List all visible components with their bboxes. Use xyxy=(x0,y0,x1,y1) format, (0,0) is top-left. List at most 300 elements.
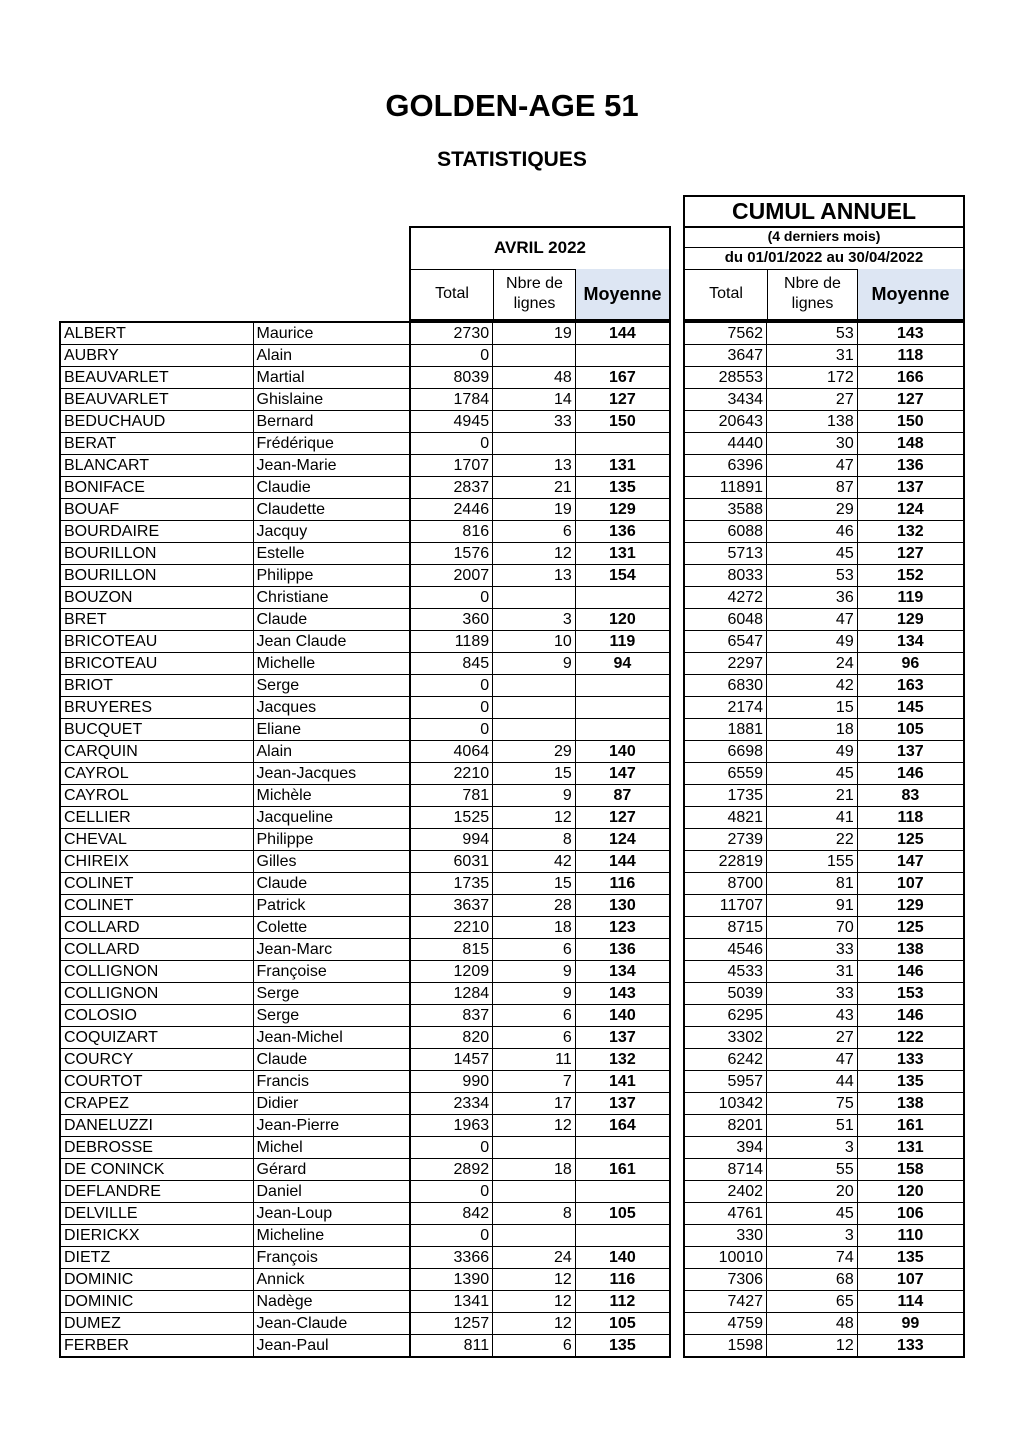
cell-cumul-lignes: 33 xyxy=(767,983,858,1005)
table-row xyxy=(684,807,964,829)
cell-avril-moyenne: 143 xyxy=(575,983,670,1005)
table-row xyxy=(60,477,410,499)
cell-cumul-lignes: 27 xyxy=(767,389,858,411)
table-row xyxy=(60,433,410,455)
cell-avril-lignes xyxy=(493,1181,576,1203)
table-row xyxy=(410,477,670,499)
cell-nom: BUCQUET xyxy=(60,719,253,741)
cell-cumul-moyenne: 120 xyxy=(857,1181,964,1203)
cell-prenom: Didier xyxy=(253,1093,410,1115)
table-row xyxy=(684,895,964,917)
cumul-column-headers xyxy=(683,269,965,321)
cell-cumul-total: 10342 xyxy=(684,1093,767,1115)
cell-prenom: Serge xyxy=(253,1005,410,1027)
cell-prenom: Jean-Pierre xyxy=(253,1115,410,1137)
table-row xyxy=(410,961,670,983)
cell-cumul-moyenne: 152 xyxy=(857,565,964,587)
cell-avril-moyenne: 132 xyxy=(575,1049,670,1071)
cell-cumul-moyenne: 127 xyxy=(857,389,964,411)
cell-cumul-moyenne: 118 xyxy=(857,345,964,367)
table-row xyxy=(410,345,670,367)
table-row xyxy=(60,807,410,829)
cell-avril-total: 1525 xyxy=(410,807,493,829)
table-row xyxy=(410,1049,670,1071)
cell-cumul-moyenne: 133 xyxy=(857,1049,964,1071)
table-row xyxy=(60,719,410,741)
table-row xyxy=(60,829,410,851)
cell-avril-total: 0 xyxy=(410,1137,493,1159)
cell-cumul-moyenne: 135 xyxy=(857,1247,964,1269)
cell-nom: CHEVAL xyxy=(60,829,253,851)
table-row xyxy=(410,1115,670,1137)
cell-cumul-lignes: 155 xyxy=(767,851,858,873)
avril-col-lignes xyxy=(493,269,575,319)
cell-avril-total: 2007 xyxy=(410,565,493,587)
table-row xyxy=(410,455,670,477)
cell-avril-lignes xyxy=(493,697,576,719)
cell-avril-moyenne: 105 xyxy=(575,1313,670,1335)
cumul-header-title: CUMUL ANNUEL xyxy=(683,195,965,228)
cell-cumul-moyenne: 143 xyxy=(857,322,964,345)
cell-avril-total: 4064 xyxy=(410,741,493,763)
table-row xyxy=(60,389,410,411)
cell-nom: COLLIGNON xyxy=(60,983,253,1005)
cell-avril-total: 2837 xyxy=(410,477,493,499)
cell-cumul-lignes: 22 xyxy=(767,829,858,851)
table-row xyxy=(410,785,670,807)
cell-avril-lignes: 12 xyxy=(493,1313,576,1335)
cell-avril-moyenne: 116 xyxy=(575,1269,670,1291)
cell-avril-lignes: 28 xyxy=(493,895,576,917)
table-row xyxy=(684,653,964,675)
cell-cumul-total: 2297 xyxy=(684,653,767,675)
cell-avril-total: 0 xyxy=(410,1181,493,1203)
cell-nom: BEDUCHAUD xyxy=(60,411,253,433)
cell-cumul-lignes: 27 xyxy=(767,1027,858,1049)
cell-avril-lignes: 18 xyxy=(493,1159,576,1181)
cell-avril-moyenne: 131 xyxy=(575,543,670,565)
cell-avril-moyenne: 135 xyxy=(575,477,670,499)
cell-nom: COLINET xyxy=(60,873,253,895)
cell-cumul-lignes: 53 xyxy=(767,565,858,587)
table-row xyxy=(684,983,964,1005)
cell-cumul-total: 8201 xyxy=(684,1115,767,1137)
cell-avril-moyenne: 137 xyxy=(575,1093,670,1115)
cell-prenom: Jean-Michel xyxy=(253,1027,410,1049)
table-row xyxy=(684,367,964,389)
cell-avril-moyenne xyxy=(575,345,670,367)
cell-avril-total: 815 xyxy=(410,939,493,961)
table-row xyxy=(60,741,410,763)
cell-cumul-total: 4821 xyxy=(684,807,767,829)
cell-avril-moyenne: 141 xyxy=(575,1071,670,1093)
cell-cumul-lignes: 138 xyxy=(767,411,858,433)
cell-cumul-lignes: 74 xyxy=(767,1247,858,1269)
cell-cumul-total: 11707 xyxy=(684,895,767,917)
table-row xyxy=(410,433,670,455)
table-row xyxy=(410,1005,670,1027)
table-row xyxy=(684,433,964,455)
cell-cumul-lignes: 18 xyxy=(767,719,858,741)
cell-cumul-moyenne: 125 xyxy=(857,829,964,851)
avril-col-lignes-line2: lignes xyxy=(513,295,556,312)
table-row xyxy=(410,499,670,521)
table-row xyxy=(684,322,964,345)
table-row xyxy=(60,983,410,1005)
cell-prenom: Michel xyxy=(253,1137,410,1159)
cell-avril-lignes: 8 xyxy=(493,1203,576,1225)
table-row xyxy=(410,653,670,675)
cell-cumul-total: 1735 xyxy=(684,785,767,807)
cell-nom: BRUYERES xyxy=(60,697,253,719)
cell-cumul-total: 4761 xyxy=(684,1203,767,1225)
cell-cumul-lignes: 45 xyxy=(767,543,858,565)
table-row xyxy=(60,1181,410,1203)
cumul-col-moyenne: Moyenne xyxy=(857,269,963,319)
table-row xyxy=(684,829,964,851)
cell-nom: DEBROSSE xyxy=(60,1137,253,1159)
cell-cumul-total: 2402 xyxy=(684,1181,767,1203)
cell-cumul-lignes: 24 xyxy=(767,653,858,675)
table-row xyxy=(684,543,964,565)
avril-header-title: AVRIL 2022 xyxy=(409,226,671,270)
cell-avril-total: 2210 xyxy=(410,917,493,939)
cell-avril-moyenne: 140 xyxy=(575,741,670,763)
cell-avril-moyenne: 137 xyxy=(575,1027,670,1049)
table-row xyxy=(410,1247,670,1269)
cell-nom: DIERICKX xyxy=(60,1225,253,1247)
table-row xyxy=(410,543,670,565)
table-row xyxy=(60,543,410,565)
cell-avril-total: 3637 xyxy=(410,895,493,917)
cell-prenom: Maurice xyxy=(253,322,410,345)
cell-cumul-lignes: 81 xyxy=(767,873,858,895)
cell-cumul-lignes: 33 xyxy=(767,939,858,961)
cell-avril-moyenne xyxy=(575,1137,670,1159)
cell-nom: COLINET xyxy=(60,895,253,917)
table-row xyxy=(410,1269,670,1291)
cell-avril-total: 1963 xyxy=(410,1115,493,1137)
cell-prenom: Serge xyxy=(253,675,410,697)
table-row xyxy=(684,1159,964,1181)
table-row xyxy=(60,1093,410,1115)
table-row xyxy=(60,961,410,983)
table-row xyxy=(684,411,964,433)
cell-prenom: Michèle xyxy=(253,785,410,807)
cell-avril-lignes: 13 xyxy=(493,455,576,477)
cell-nom: CAYROL xyxy=(60,785,253,807)
cell-nom: BONIFACE xyxy=(60,477,253,499)
table-row xyxy=(410,367,670,389)
cell-cumul-total: 2739 xyxy=(684,829,767,851)
table-row xyxy=(60,1313,410,1335)
cell-nom: FERBER xyxy=(60,1335,253,1358)
cell-nom: BRIOT xyxy=(60,675,253,697)
cell-avril-total: 0 xyxy=(410,1225,493,1247)
cell-cumul-lignes: 87 xyxy=(767,477,858,499)
cell-cumul-moyenne: 146 xyxy=(857,1005,964,1027)
cell-avril-total: 2892 xyxy=(410,1159,493,1181)
cell-avril-total: 1390 xyxy=(410,1269,493,1291)
table-row xyxy=(684,521,964,543)
table-row xyxy=(684,1071,964,1093)
cell-avril-moyenne xyxy=(575,587,670,609)
table-row xyxy=(410,807,670,829)
table-row xyxy=(60,411,410,433)
cell-avril-moyenne xyxy=(575,719,670,741)
cell-prenom: Bernard xyxy=(253,411,410,433)
cell-prenom: Jean-Loup xyxy=(253,1203,410,1225)
cell-avril-lignes: 9 xyxy=(493,785,576,807)
cell-avril-lignes xyxy=(493,433,576,455)
cell-avril-lignes: 9 xyxy=(493,983,576,1005)
cell-avril-lignes: 6 xyxy=(493,1027,576,1049)
cell-avril-total: 1784 xyxy=(410,389,493,411)
cell-cumul-lignes: 45 xyxy=(767,1203,858,1225)
cell-cumul-lignes: 49 xyxy=(767,741,858,763)
cell-nom: COLLARD xyxy=(60,917,253,939)
table-row xyxy=(60,1225,410,1247)
cell-nom: COQUIZART xyxy=(60,1027,253,1049)
cell-prenom: Michelle xyxy=(253,653,410,675)
cell-cumul-moyenne: 138 xyxy=(857,939,964,961)
table-row xyxy=(684,917,964,939)
cell-avril-lignes: 6 xyxy=(493,521,576,543)
cell-avril-lignes: 48 xyxy=(493,367,576,389)
cell-prenom: Christiane xyxy=(253,587,410,609)
cell-cumul-lignes: 31 xyxy=(767,345,858,367)
table-row xyxy=(60,785,410,807)
cell-cumul-total: 10010 xyxy=(684,1247,767,1269)
cell-avril-moyenne: 164 xyxy=(575,1115,670,1137)
cell-avril-total: 1576 xyxy=(410,543,493,565)
cell-avril-total: 4945 xyxy=(410,411,493,433)
cell-cumul-total: 3647 xyxy=(684,345,767,367)
cell-avril-lignes: 9 xyxy=(493,653,576,675)
cell-avril-lignes: 14 xyxy=(493,389,576,411)
table-row xyxy=(60,697,410,719)
cell-avril-total: 6031 xyxy=(410,851,493,873)
cell-nom: COLLARD xyxy=(60,939,253,961)
cell-cumul-total: 7562 xyxy=(684,322,767,345)
table-row xyxy=(684,455,964,477)
cell-prenom: Jacquy xyxy=(253,521,410,543)
table-row xyxy=(410,895,670,917)
cell-avril-moyenne: 87 xyxy=(575,785,670,807)
cell-avril-moyenne xyxy=(575,1225,670,1247)
table-row xyxy=(410,1225,670,1247)
table-row xyxy=(684,1181,964,1203)
cell-cumul-moyenne: 107 xyxy=(857,873,964,895)
cell-prenom: Jean-Jacques xyxy=(253,763,410,785)
table-row xyxy=(410,587,670,609)
cell-avril-moyenne: 144 xyxy=(575,851,670,873)
table-row xyxy=(410,1335,670,1358)
cell-avril-moyenne xyxy=(575,697,670,719)
cell-avril-moyenne: 161 xyxy=(575,1159,670,1181)
cell-avril-total: 994 xyxy=(410,829,493,851)
cell-prenom: Annick xyxy=(253,1269,410,1291)
table-row xyxy=(60,1071,410,1093)
table-row xyxy=(410,1027,670,1049)
cell-cumul-total: 3302 xyxy=(684,1027,767,1049)
table-row xyxy=(410,322,670,345)
cell-cumul-moyenne: 83 xyxy=(857,785,964,807)
cumul-header-period: (4 derniers mois) xyxy=(683,227,965,248)
cell-avril-total: 1209 xyxy=(410,961,493,983)
cell-cumul-total: 8033 xyxy=(684,565,767,587)
cell-prenom: Jacqueline xyxy=(253,807,410,829)
cell-prenom: Patrick xyxy=(253,895,410,917)
cell-avril-total: 2334 xyxy=(410,1093,493,1115)
cell-avril-total: 2730 xyxy=(410,322,493,345)
cell-avril-lignes: 8 xyxy=(493,829,576,851)
avril-column-headers xyxy=(409,269,671,321)
cell-cumul-moyenne: 136 xyxy=(857,455,964,477)
table-row xyxy=(60,1291,410,1313)
cell-cumul-moyenne: 145 xyxy=(857,697,964,719)
cell-avril-total: 3366 xyxy=(410,1247,493,1269)
cell-avril-total: 1284 xyxy=(410,983,493,1005)
cell-nom: COLLIGNON xyxy=(60,961,253,983)
cell-cumul-moyenne: 105 xyxy=(857,719,964,741)
table-row xyxy=(60,675,410,697)
table-row xyxy=(684,741,964,763)
table-row xyxy=(410,719,670,741)
cell-avril-total: 0 xyxy=(410,587,493,609)
cell-avril-lignes xyxy=(493,1225,576,1247)
table-row xyxy=(410,983,670,1005)
cell-cumul-total: 4759 xyxy=(684,1313,767,1335)
table-row xyxy=(60,895,410,917)
cell-cumul-total: 4546 xyxy=(684,939,767,961)
cell-nom: DOMINIC xyxy=(60,1269,253,1291)
table-row xyxy=(684,1005,964,1027)
table-row xyxy=(684,587,964,609)
cell-prenom: Estelle xyxy=(253,543,410,565)
table-row xyxy=(684,1093,964,1115)
cell-avril-lignes: 29 xyxy=(493,741,576,763)
cell-cumul-moyenne: 146 xyxy=(857,961,964,983)
table-row xyxy=(684,1225,964,1247)
table-row xyxy=(684,1203,964,1225)
cell-avril-total: 0 xyxy=(410,345,493,367)
cell-cumul-moyenne: 158 xyxy=(857,1159,964,1181)
cell-prenom: Daniel xyxy=(253,1181,410,1203)
cell-avril-moyenne: 134 xyxy=(575,961,670,983)
cell-prenom: Nadège xyxy=(253,1291,410,1313)
table-row xyxy=(684,719,964,741)
cell-prenom: Martial xyxy=(253,367,410,389)
table-row xyxy=(684,1137,964,1159)
cell-cumul-lignes: 3 xyxy=(767,1137,858,1159)
cell-cumul-total: 3434 xyxy=(684,389,767,411)
cell-cumul-lignes: 48 xyxy=(767,1313,858,1335)
cell-cumul-total: 6088 xyxy=(684,521,767,543)
cell-prenom: Gérard xyxy=(253,1159,410,1181)
cell-cumul-moyenne: 166 xyxy=(857,367,964,389)
cell-avril-moyenne xyxy=(575,433,670,455)
cell-avril-total: 990 xyxy=(410,1071,493,1093)
cell-cumul-lignes: 42 xyxy=(767,675,858,697)
table-row xyxy=(410,829,670,851)
cell-avril-total: 845 xyxy=(410,653,493,675)
cell-cumul-total: 1598 xyxy=(684,1335,767,1358)
cell-cumul-total: 5713 xyxy=(684,543,767,565)
cell-cumul-moyenne: 110 xyxy=(857,1225,964,1247)
cell-prenom: Francis xyxy=(253,1071,410,1093)
cell-avril-moyenne: 124 xyxy=(575,829,670,851)
table-row xyxy=(684,499,964,521)
cell-cumul-total: 1881 xyxy=(684,719,767,741)
cell-cumul-lignes: 45 xyxy=(767,763,858,785)
cell-avril-moyenne: 136 xyxy=(575,939,670,961)
cell-cumul-lignes: 172 xyxy=(767,367,858,389)
avril-stats-table xyxy=(409,321,671,1358)
table-row xyxy=(410,389,670,411)
table-row xyxy=(60,939,410,961)
cell-avril-moyenne: 167 xyxy=(575,367,670,389)
table-row xyxy=(60,631,410,653)
cell-nom: DEFLANDRE xyxy=(60,1181,253,1203)
cell-prenom: Claude xyxy=(253,1049,410,1071)
cell-avril-lignes: 15 xyxy=(493,763,576,785)
cell-avril-lignes: 33 xyxy=(493,411,576,433)
cell-avril-total: 1457 xyxy=(410,1049,493,1071)
table-row xyxy=(60,565,410,587)
cell-nom: BOURILLON xyxy=(60,543,253,565)
cell-avril-moyenne: 105 xyxy=(575,1203,670,1225)
cell-cumul-moyenne: 161 xyxy=(857,1115,964,1137)
cell-avril-lignes: 6 xyxy=(493,1335,576,1358)
cell-avril-lignes: 10 xyxy=(493,631,576,653)
table-row xyxy=(410,1181,670,1203)
cell-nom: BEAUVARLET xyxy=(60,367,253,389)
cell-avril-lignes xyxy=(493,1137,576,1159)
cell-cumul-moyenne: 150 xyxy=(857,411,964,433)
cell-prenom: Micheline xyxy=(253,1225,410,1247)
cell-cumul-total: 4440 xyxy=(684,433,767,455)
cell-nom: CRAPEZ xyxy=(60,1093,253,1115)
table-row xyxy=(684,675,964,697)
players-names-table xyxy=(59,321,411,1358)
cell-cumul-total: 6830 xyxy=(684,675,767,697)
cell-avril-total: 1735 xyxy=(410,873,493,895)
table-row xyxy=(684,939,964,961)
cell-cumul-moyenne: 127 xyxy=(857,543,964,565)
cell-avril-moyenne: 140 xyxy=(575,1247,670,1269)
cell-avril-total: 2446 xyxy=(410,499,493,521)
cell-cumul-lignes: 20 xyxy=(767,1181,858,1203)
cell-avril-moyenne: 116 xyxy=(575,873,670,895)
cell-cumul-total: 5039 xyxy=(684,983,767,1005)
cell-cumul-moyenne: 125 xyxy=(857,917,964,939)
table-row xyxy=(410,697,670,719)
cell-nom: BOURILLON xyxy=(60,565,253,587)
table-row xyxy=(410,1291,670,1313)
cell-avril-moyenne: 147 xyxy=(575,763,670,785)
table-row xyxy=(684,477,964,499)
table-row xyxy=(410,763,670,785)
cell-avril-moyenne: 130 xyxy=(575,895,670,917)
cell-cumul-lignes: 91 xyxy=(767,895,858,917)
cell-nom: BOUAF xyxy=(60,499,253,521)
cell-cumul-lignes: 70 xyxy=(767,917,858,939)
cell-cumul-lignes: 30 xyxy=(767,433,858,455)
cell-nom: CHIREIX xyxy=(60,851,253,873)
cell-cumul-lignes: 36 xyxy=(767,587,858,609)
cumul-col-total: Total xyxy=(709,285,743,302)
